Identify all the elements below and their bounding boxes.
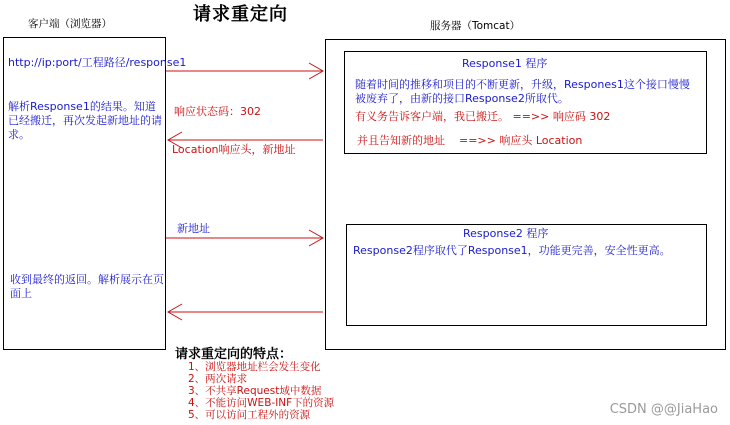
watermark: CSDN @@JiaHao — [609, 402, 718, 417]
arrow-302-to-client — [168, 132, 323, 148]
feature-item: 3、不共享Request域中数据 — [188, 385, 322, 397]
client-label: 客户端（浏览器） — [28, 18, 112, 30]
diagram-title: 请求重定向 — [193, 4, 288, 25]
response2-desc: Response2程序取代了Response1，功能更完善，安全性更高。 — [353, 244, 671, 257]
new-address-label: 新地址 — [177, 222, 210, 235]
client-final-note: 收到最终的返回。解析展示在页面上 — [10, 273, 164, 300]
feature-item: 1、浏览器地址栏会发生变化 — [188, 361, 321, 373]
arrow-new-request-to-response2 — [166, 230, 323, 246]
feature-item: 4、不能访问WEB-INF下的资源 — [188, 397, 335, 409]
feature-item: 2、两次请求 — [188, 373, 248, 385]
location-header-label: Location响应头，新地址 — [172, 143, 296, 156]
arrow-final-response-to-client — [168, 304, 323, 320]
status-code-label: 响应状态码：302 — [174, 105, 261, 118]
response1-title: Response1 程序 — [462, 57, 548, 70]
features-title: 请求重定向的特点： — [175, 347, 293, 362]
client-parse-note: 解析Response1的结果。知道已经搬迁，再次发起新地址的请求。 — [8, 100, 162, 141]
response1-location-note: 并且告知新的地址 ==>> 响应头 Location — [357, 134, 583, 147]
feature-item: 5、可以访问工程外的资源 — [188, 409, 311, 421]
request-url: http://ip:port/工程路径/response1 — [8, 56, 187, 69]
response2-title: Response2 程序 — [463, 227, 549, 240]
server-label: 服务器（Tomcat） — [430, 20, 521, 32]
arrow-request-to-response1 — [166, 63, 323, 79]
response1-desc: 随着时间的推移和项目的不断更新，升级，Respones1这个接口慢慢被废弃了，由新的接口Response2所取代。 — [355, 78, 690, 105]
response1-302-note: 有义务告诉客户端，我已搬迁。 ==>> 响应码 302 — [355, 110, 611, 123]
